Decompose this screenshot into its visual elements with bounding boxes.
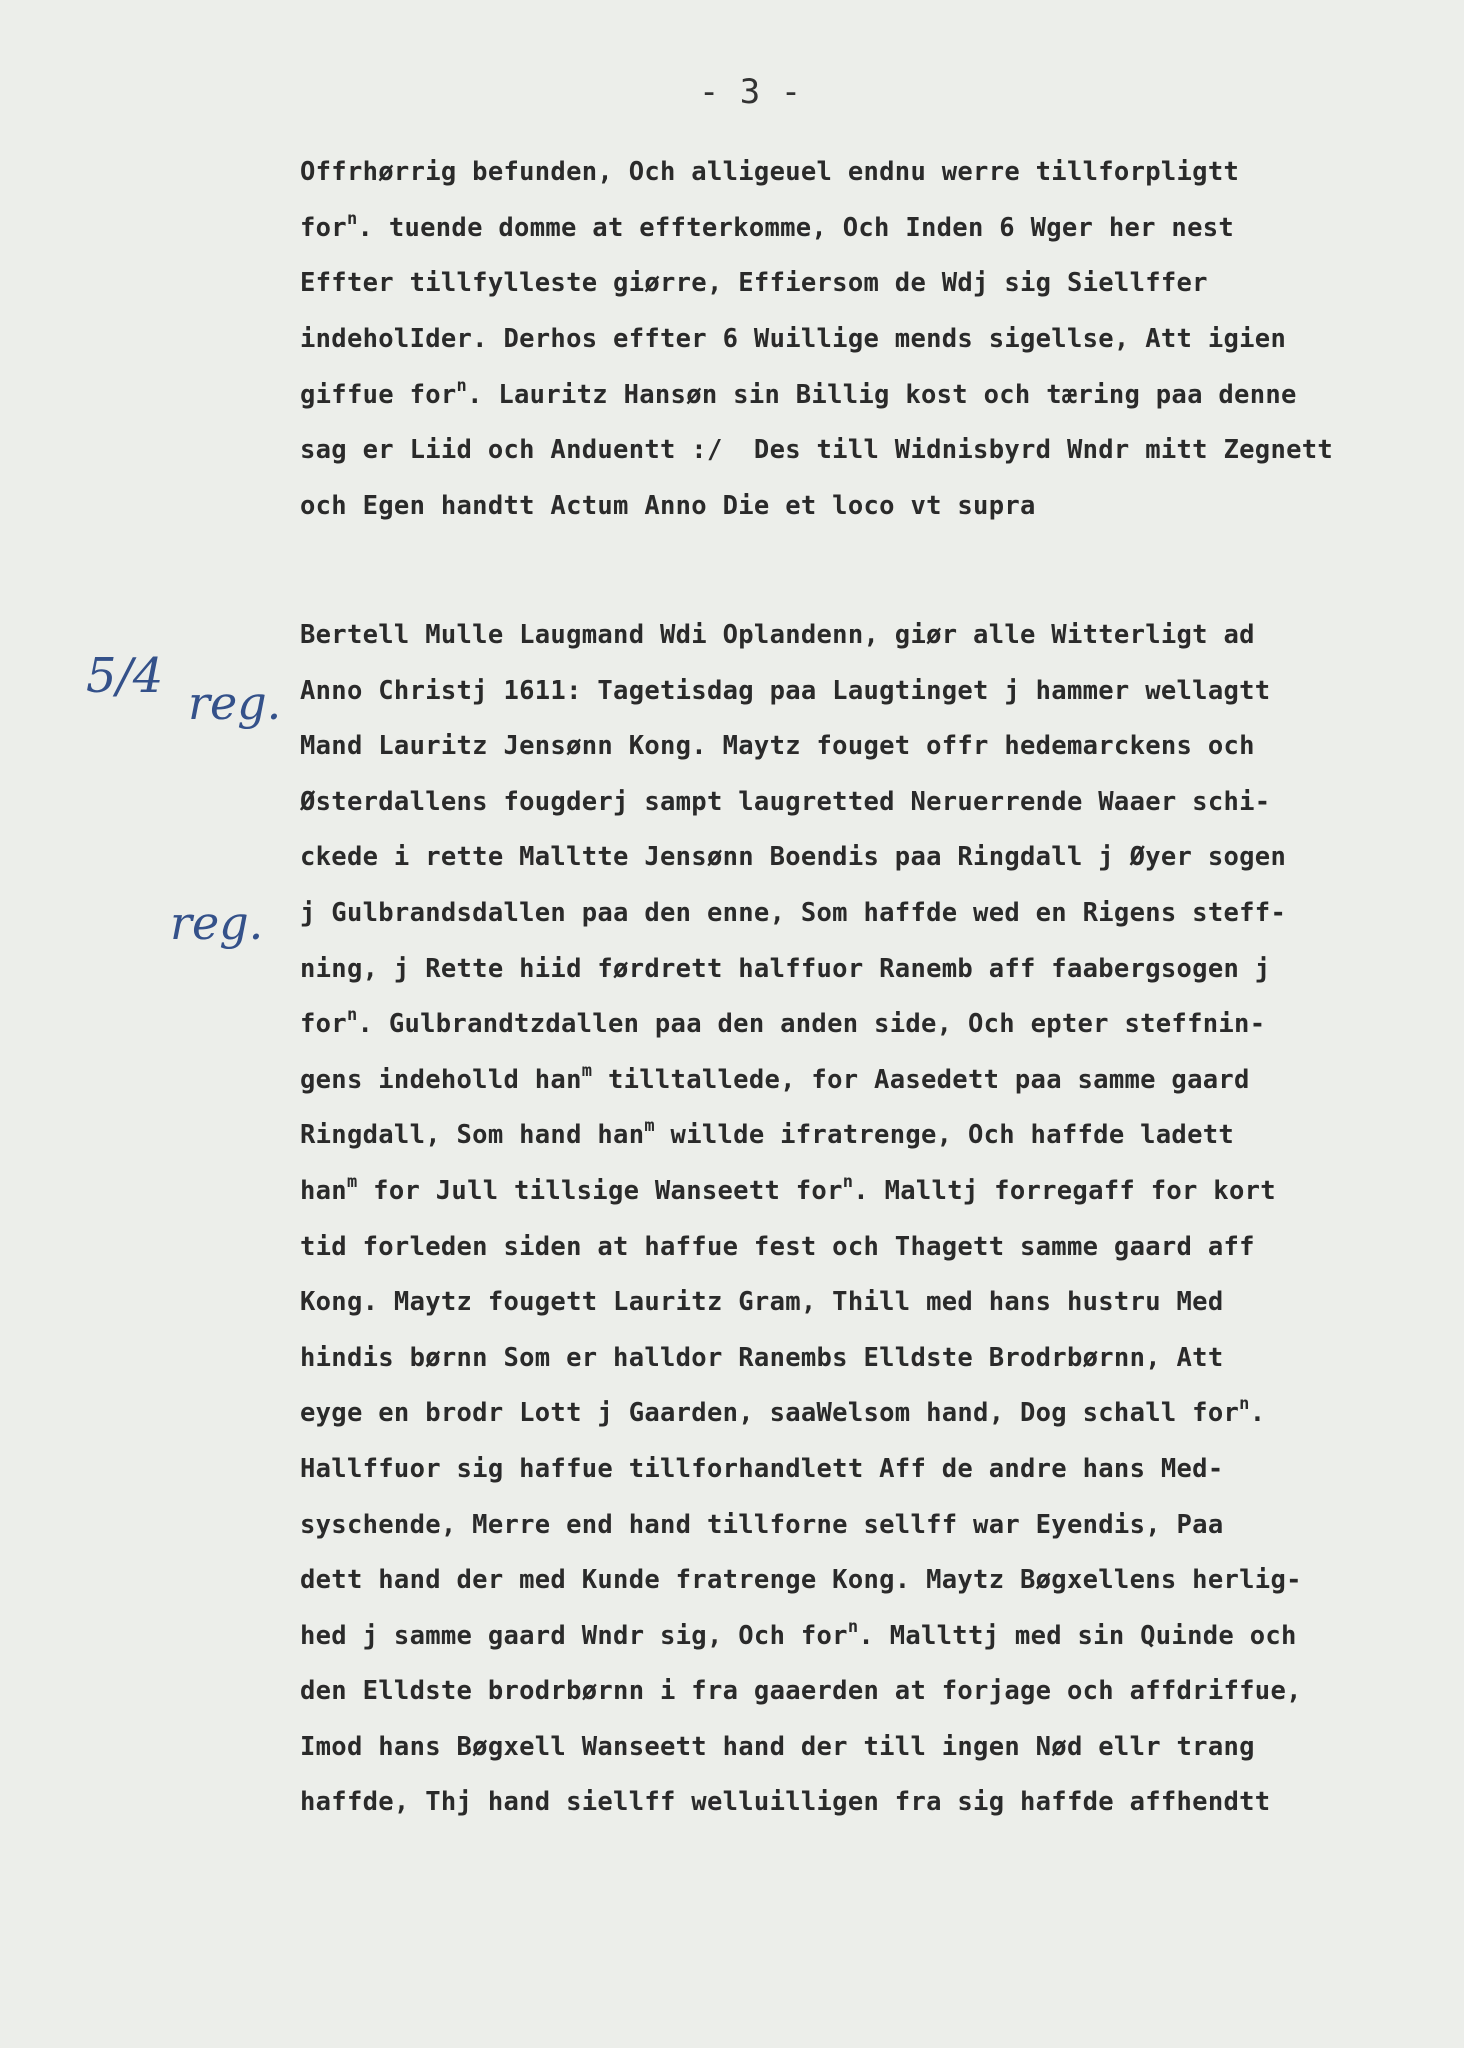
line-text: och Egen handtt Actum Anno Die et loco vt supra <box>300 491 1036 522</box>
paragraph-2 <box>300 608 1450 1831</box>
abbreviation-superscript: m <box>581 1060 593 1081</box>
paragraph-1 <box>300 145 1450 535</box>
line-text: hed j samme gaard Wndr sig, Och for <box>300 1620 848 1651</box>
abbreviation-superscript: n <box>456 375 468 396</box>
line-text: han <box>300 1175 347 1206</box>
line-text: for Jull tillsige Wanseett for <box>357 1175 843 1206</box>
abbreviation-superscript: n <box>847 1616 859 1637</box>
line-text: den Elldste brodrbørnn i fra gaaerden at forjage och affdriffue, <box>300 1676 1302 1707</box>
line-text: ning, j Rette hiid førdrett halffuor Ranemb aff faabergsogen j <box>300 953 1271 984</box>
page-number: - 3 - <box>698 72 802 112</box>
text-line <box>300 942 1450 998</box>
line-text: indeholIder. Derhos effter 6 Wuillige mends sigellse, Att igien <box>300 324 1287 355</box>
text-line <box>300 1220 1450 1276</box>
text-line <box>300 312 1450 368</box>
line-text: . Malltj forregaff for kort <box>853 1175 1276 1206</box>
abbreviation-superscript: n <box>346 1005 358 1026</box>
text-line <box>300 1498 1450 1554</box>
line-text: . Mallttj med sin Quinde och <box>858 1620 1297 1651</box>
line-text: Hallffuor sig haffue tillforhandlett Aff de andre hans Med- <box>300 1453 1224 1484</box>
text-line <box>300 1609 1450 1665</box>
text-line <box>300 1331 1450 1387</box>
margin-note-reg: reg. <box>170 896 264 950</box>
text-line <box>300 256 1450 312</box>
text-line <box>300 1775 1450 1831</box>
text-line <box>300 886 1450 942</box>
line-text: hindis børnn Som er halldor Ranembs Elldste Brodrbørnn, Att <box>300 1342 1224 1373</box>
abbreviation-superscript: n <box>1239 1394 1250 1415</box>
text-line <box>300 145 1450 201</box>
line-text: Anno Christj 1611: Tagetisdag paa Laugtinget j hammer wellagtt <box>300 675 1271 706</box>
line-text: eyge en brodr Lott j Gaarden, saaWelsom hand, Dog schall for <box>300 1398 1240 1429</box>
text-line <box>300 775 1450 831</box>
line-text: tilltallede, for Aasedett paa samme gaard <box>592 1064 1250 1095</box>
line-text: giffue for <box>300 379 457 410</box>
line-text: for <box>300 212 347 243</box>
line-text: . <box>1249 1398 1266 1429</box>
text-line <box>300 830 1450 886</box>
margin-note-reg: reg. <box>188 676 282 730</box>
text-line <box>300 479 1450 535</box>
line-text: dett hand der med Kunde fratrenge Kong. Maytz Bøgxellens herlig- <box>300 1565 1302 1596</box>
text-line <box>300 1664 1450 1720</box>
abbreviation-superscript: m <box>644 1116 655 1137</box>
text-line <box>300 719 1450 775</box>
line-text: ckede i rette Malltte Jensønn Boendis paa Ringdall j Øyer sogen <box>300 842 1287 873</box>
line-text: Ringdall, Som hand han <box>300 1120 645 1151</box>
line-text: syschende, Merre end hand tillforne sellff war Eyendis, Paa <box>300 1509 1224 1540</box>
abbreviation-superscript: m <box>346 1171 358 1192</box>
line-text: Imod hans Bøgxell Wanseett hand der till ingen Nød ellr trang <box>300 1731 1255 1762</box>
line-text: Mand Lauritz Jensønn Kong. Maytz fouget offr hedemarckens och <box>300 731 1255 762</box>
line-text: tid forleden siden at haffue fest och Thagett samme gaard aff <box>300 1231 1255 1262</box>
line-text: Effter tillfylleste giørre, Effiersom de Wdj sig Siellffer <box>300 268 1208 299</box>
text-line <box>300 1108 1450 1164</box>
text-line <box>300 1553 1450 1609</box>
line-text: . tuende domme at effterkomme, Och Inden 6 Wger her nest <box>357 212 1235 243</box>
text-line <box>300 201 1450 257</box>
line-text: gens indeholld han <box>300 1064 582 1095</box>
line-text: willde ifratrenge, Och haffde ladett <box>654 1120 1235 1151</box>
text-line <box>300 997 1450 1053</box>
line-text: Kong. Maytz fougett Lauritz Gram, Thill med hans hustru Med <box>300 1287 1224 1318</box>
text-line <box>300 1275 1450 1331</box>
line-text: Bertell Mulle Laugmand Wdi Oplandenn, giør alle Witterligt ad <box>300 620 1255 650</box>
abbreviation-superscript: n <box>842 1171 854 1192</box>
text-line <box>300 368 1450 424</box>
text-line <box>300 608 1450 664</box>
text-line <box>300 1386 1450 1442</box>
margin-note-date: 5/4 <box>86 648 164 704</box>
line-text: . Lauritz Hansøn sin Billig kost och tæring paa denne <box>467 379 1297 410</box>
text-line <box>300 423 1450 479</box>
text-line <box>300 1053 1450 1109</box>
text-line <box>300 664 1450 720</box>
line-text: for <box>300 1009 347 1040</box>
line-text: haffde, Thj hand siellff welluilligen fra sig haffde affhendtt <box>300 1787 1271 1818</box>
line-text: Offrhørrig befunden, Och alligeuel endnu werre tillforpligtt <box>300 157 1240 187</box>
text-line <box>300 1720 1450 1776</box>
line-text: j Gulbrandsdallen paa den enne, Som haffde wed en Rigens steff- <box>300 897 1287 928</box>
line-text: Østerdallens fougderj sampt laugretted Neruerrende Waaer schi- <box>300 786 1271 817</box>
text-line <box>300 1442 1450 1498</box>
line-text: . Gulbrandtzdallen paa den anden side, Och epter steffnin- <box>357 1009 1266 1040</box>
text-line <box>300 1164 1450 1220</box>
abbreviation-superscript: n <box>346 208 358 229</box>
line-text: sag er Liid och Anduentt :/ Des till Widnisbyrd Wndr mitt Zegnett <box>300 435 1334 466</box>
